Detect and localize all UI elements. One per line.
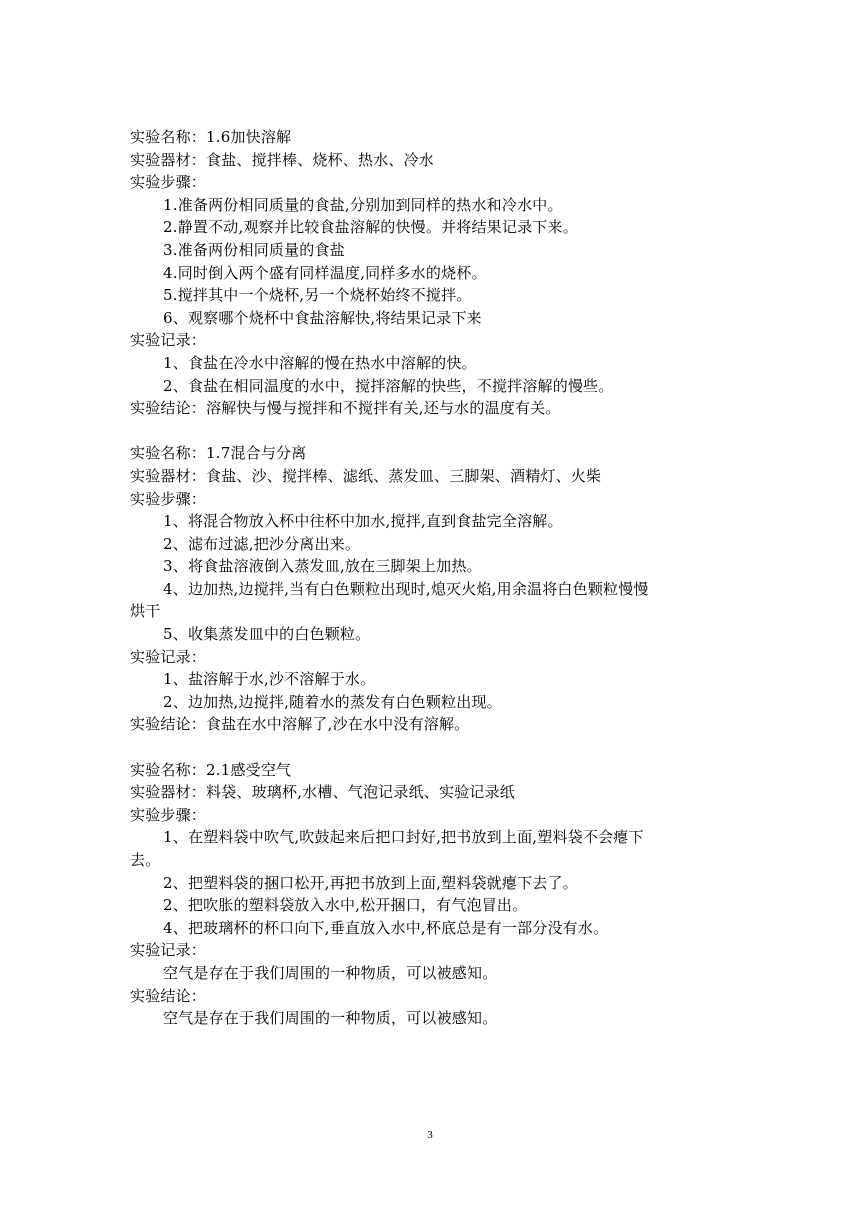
record-item: 1、食盐在冷水中溶解的慢在热水中溶解的快。: [163, 353, 477, 372]
step-item: 4、边加热,边搅拌,当有白色颗粒出现时,熄灭火焰,用余温将白色颗粒慢慢: [163, 579, 649, 598]
step-continuation: 烘干: [130, 602, 161, 621]
document-body: [130, 126, 740, 1030]
step-item: 2.静置不动,观察并比较食盐溶解的快慢。并将结果记录下来。: [163, 218, 578, 237]
experiment-conclusion: 实验结论：溶解快与慢与搅拌和不搅拌有关,还与水的温度有关。: [130, 399, 561, 418]
step-item: 4.同时倒入两个盛有同样温度,同样多水的烧杯。: [163, 263, 487, 282]
record-item: 2、边加热,边搅拌,随着水的蒸发有白色颗粒出现。: [163, 692, 502, 711]
step-item: 1、在塑料袋中吹气,吹鼓起来后把口封好,把书放到上面,塑料袋不会瘪下: [163, 828, 644, 847]
section-spacer: [130, 420, 740, 443]
conclusion-text: 空气是存在于我们周围的一种物质，可以被感知。: [163, 1009, 498, 1028]
step-item: 1.准备两份相同质量的食盐,分别加到同样的热水和冷水中。: [163, 195, 563, 214]
step-continuation: 去。: [130, 851, 161, 869]
record-text: 空气是存在于我们周围的一种物质，可以被感知。: [163, 963, 498, 982]
record-label: 实验记录：: [130, 331, 207, 350]
section-spacer: [130, 736, 740, 759]
experiment-name: 实验名称：1.7混合与分离: [130, 444, 307, 463]
steps-label: 实验步骤：: [130, 489, 207, 508]
experiment-equipment: 实验器材：料袋、玻璃杯,水槽、气泡记录纸、实验记录纸: [130, 783, 515, 802]
record-label: 实验记录：: [130, 647, 207, 666]
step-item: 1、将混合物放入杯中往杯中加水,搅拌,直到食盐完全溶解。: [163, 512, 563, 531]
step-item: 2、把塑料袋的捆口松开,再把书放到上面,塑料袋就瘪下去了。: [163, 873, 578, 892]
steps-label: 实验步骤：: [130, 173, 207, 192]
step-item: 4、把玻璃杯的杯口向下,垂直放入水中,杯底总是有一部分没有水。: [163, 918, 609, 937]
experiment-name: 实验名称：1.6加快溶解: [130, 128, 292, 146]
experiment-equipment: 实验器材：食盐、搅拌棒、烧杯、热水、冷水: [130, 150, 435, 169]
steps-label: 实验步骤：: [130, 805, 207, 824]
step-item: 3、将食盐溶液倒入蒸发皿,放在三脚架上加热。: [163, 557, 482, 576]
step-item: 6、观察哪个烧杯中食盐溶解快,将结果记录下来: [163, 308, 482, 327]
conclusion-label: 实验结论：: [130, 986, 207, 1005]
page-number: 3: [427, 1129, 433, 1141]
experiment-name: 实验名称：2.1感受空气: [130, 760, 292, 779]
step-item: 5、收集蒸发皿中的白色颗粒。: [163, 625, 371, 644]
record-label: 实验记录：: [130, 941, 207, 960]
step-item: 3.准备两份相同质量的食盐: [163, 240, 345, 259]
step-item: 2、把吹胀的塑料袋放入水中,松开捆口，有气泡冒出。: [163, 896, 528, 915]
experiment-conclusion: 实验结论：食盐在水中溶解了,沙在水中没有溶解。: [130, 715, 470, 734]
step-item: 2、滤布过滤,把沙分离出来。: [163, 534, 361, 553]
experiment-equipment: 实验器材：食盐、沙、搅拌棒、滤纸、蒸发皿、三脚架、酒精灯、火柴: [130, 466, 602, 485]
record-item: 2、食盐在相同温度的水中，搅拌溶解的快些，不搅拌溶解的慢些。: [163, 376, 614, 395]
step-item: 5.搅拌其中一个烧杯,另一个烧杯始终不搅拌。: [163, 286, 472, 305]
record-item: 1、盐溶解于水,沙不溶解于水。: [163, 670, 376, 689]
